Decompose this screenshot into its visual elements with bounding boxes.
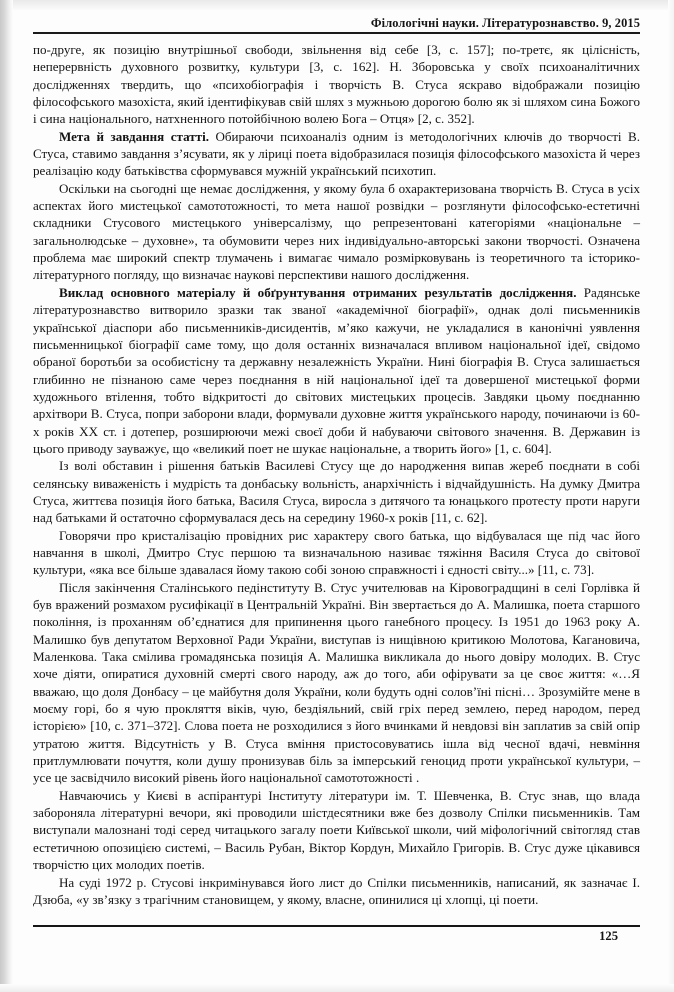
scan-edge-left <box>0 0 13 992</box>
body-text <box>33 41 640 908</box>
paragraph-lead-in: Виклад основного матеріалу й обґрунтування отриманих результатів дослідження. <box>59 284 577 300</box>
page-content <box>33 16 640 908</box>
paragraph: Із волі обставин і рішення батьків Василеві Стусу ще до народження випав жереб поєднати в собі селянську виваженість і мудрість та донбаську вольність, анархічність і відчайдушність. На думку Дмитра Стуса, життєва позиція його батька, Василя Стуса, виросла з дитячого та юнацького протесту проти наруги над батьками й остаточно сформувалася десь на середину 1960-х років [11, с. 62]. <box>33 458 640 526</box>
paragraph: Після закінчення Сталінського педінституту В. Стус учителював на Кіровоградщині в селі Горлівка й був вражений розмахом русифікації в Центральній Україні. Він звертається до А. Малишка, поета старшого покоління, із проханням об’єднатися для припинення цього ганебного процесу. Із 1951 до 1963 року А. Малишко був депутатом Верховної Ради України, виступав із нищівною критикою Молотова, Кагановича, Маленкова. Така смілива громадянська позиція А. Малишка викликала до нього довіру молодих. В. Стус хоче діяти, опиратися духовній смерті свого народу, аж до того, аби офірувати за це своє життя: «…Я вважаю, що доля Донбасу – це майбутня доля України, коли будуть одні солов’їні пісні… Зрозумійте мене в моєму горі, бо я чую прокляття віків, чую, бездіяльний, свій гріх перед землею, перед народом, перед історією» [10, с. 371–372]. Слова поета не розходилися з його вчинками й невдовзі він заплатив за свій опір утратою життя. Відсутність у В. Стуса вміння пристосовуватись ішла від чесної вдачі, невміння притлумлювати почуття, коли душу пронизував біль за імперський геноцид проти української культури, – усе це засвідчило високий рівень його національної самототожності . <box>33 579 640 786</box>
paragraph: Навчаючись у Києві в аспірантурі Інституту літератури ім. Т. Шевченка, В. Стус знав, що влада забороняла літературні вечори, які проводили шістдесятники вже без дозволу Спілки письменників. Там виступали малознані тоді серед читацького загалу поети Київської школи, чий міфологічний світогляд став естетичною опозицією системі, – Василь Рубан, Віктор Кордун, Михайло Григорів. В. Стус дуже цікавився творчістю цих молодих поетів. <box>33 787 640 873</box>
footer-rule <box>33 925 640 927</box>
scan-edge-right <box>668 0 674 992</box>
scan-edge-bottom <box>0 984 674 992</box>
paragraph: по-друге, як позицію внутрішньої свободи, звільнення від себе [3, с. 157]; по-третє, як цілісність, неперервність духовного розвитку, культури [3, с. 162]. Н. Зборовська у своїх психоаналітичних дослідженнях твердить, що «психобіографія і творчість В. Стуса яскраво відображали позицію філософського мазохіста, який ідентифікував свій шлях з мужньою дорогою болю як зі шляхом сина Божого і сина національного, натхненного потойбічною волею Бога – Отця» [2, с. 352]. <box>33 42 640 127</box>
paragraph-lead-in: Мета й завдання статті. <box>59 128 209 144</box>
paragraph: Говорячи про кристалізацію провідних рис характеру свого батька, що відбувалася ще під час його навчання в школі, Дмитро Стус першою та визначальною називає тяжіння Василя Стуса до світової культури, «яка все більше здавалася йому такою собі зоною справжності і єдності світу...» [11, с. 73]. <box>33 527 640 578</box>
paragraph: На суді 1972 р. Стусові інкримінувався його лист до Спілки письменників, написаний, як зазначає І. Дзюба, «у зв’язку з трагічним становищем, у якому, власне, опинилися ці хлопці, ці поети. <box>33 874 640 907</box>
scan-edge-top <box>0 0 674 10</box>
page-footer <box>33 925 640 944</box>
paragraph: Оскільки на сьогодні ще немає дослідження, у якому була б охарактеризована творчість В. Стуса в усіх аспектах його мистецької самототожності, то мета нашої розвідки – розглянути філософсько-естетичні складники Стусового мистецького універсалізму, що репрезентовані категоріями «національне – загальнолюдське – духовне», та обумовити через них індивідуально-авторські закони творчості. Означена проблема має широкий спектр тлумачень і вимагає чимало розмірковувань із теоретичного та історико-літературного погляду, що визначає наукові перспективи нашого дослідження. <box>33 180 640 283</box>
running-head: Філологічні науки. Літературознавство. 9, 2015 <box>370 16 640 30</box>
paragraph: Мета й завдання статті. Обираючи психоаналіз одним із методологічних ключів до творчості В. Стуса, ставимо завдання з’ясувати, як у ліриці поета відобразилася позиція філософського мазохіста й через реалізацію коду батьківства сформувався мужній український психотип. <box>33 128 641 179</box>
paragraph: Виклад основного матеріалу й обґрунтування отриманих результатів дослідження. Радянське літературознавство витворило зразки так званої «академічної біографії», однак долі письменників української діаспори або письменників-дисидентів, м’яко кажучи, не укладалися в канонічні уявлення письменницької біографії саме тому, що доля останніх визначалася впливом національної ідеї, свідомо обраної боротьби за особистісну та державну незалежність України. Нині біографія В. Стуса залишається глибинно не пізнаною саме через поєднання в ній національної ідеї та довершеної мистецької форми художнього втілення, тобто відкритості до світових мистецьких процесів. Завдяки цьому поєднанню архітвори В. Стуса, попри заборони влади, формували духовне життя українського народу, починаючи із 60-х років ХХ ст. і дотепер, розширюючи межі своєї доби й набуваючи світового значення. В. Державин із цього приводу зауважує, що «великий поет не шукає національне, а творить його» [1, с. 604]. <box>33 284 640 456</box>
header-rule <box>33 32 640 34</box>
page-number: 125 <box>599 929 618 943</box>
